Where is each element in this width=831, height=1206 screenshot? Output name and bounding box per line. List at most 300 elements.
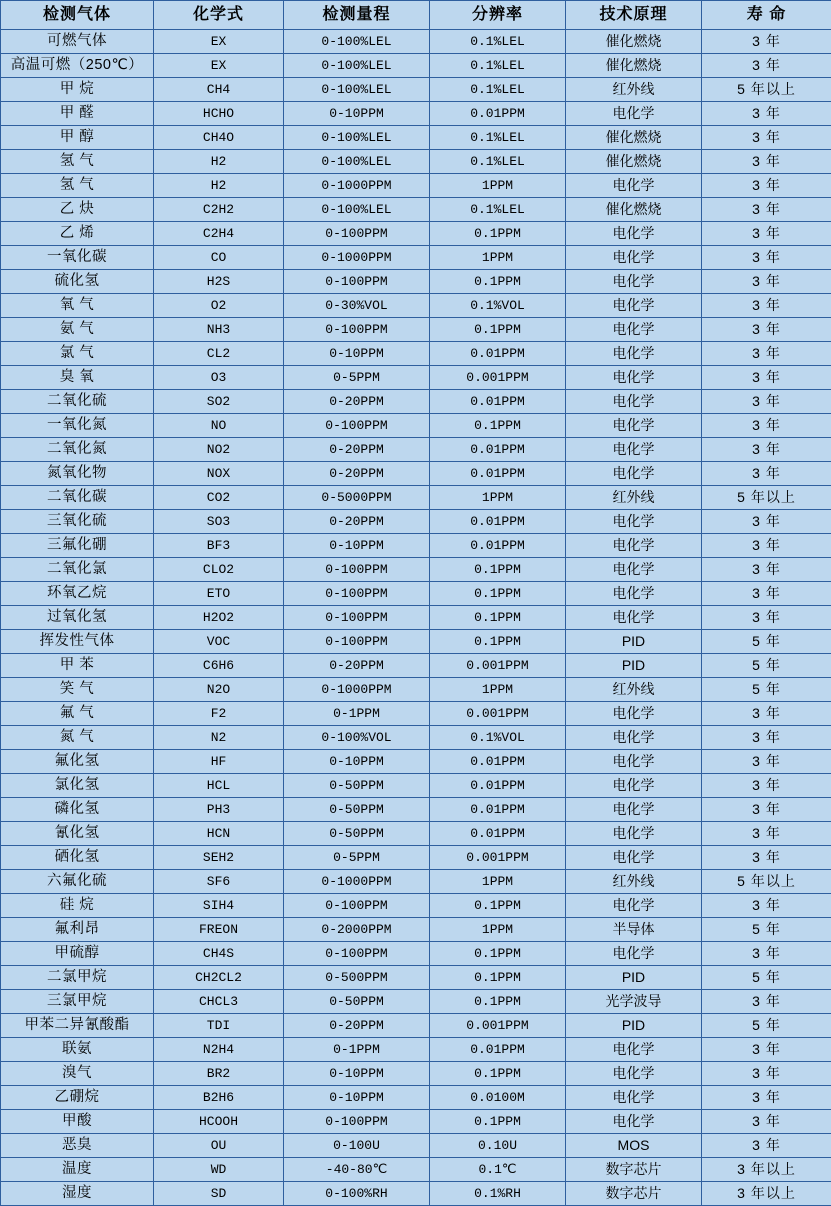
cell-technology: 电化学 [566, 318, 702, 342]
cell-resolution: 0.1PPM [430, 966, 566, 990]
cell-chemical-formula: WD [154, 1158, 284, 1182]
cell-lifetime: 5 年 [702, 678, 831, 702]
cell-resolution: 0.1PPM [430, 942, 566, 966]
cell-detection-range: 0-10PPM [284, 1086, 430, 1110]
cell-detection-range: 0-2000PPM [284, 918, 430, 942]
cell-gas-name: 二氧化碳 [1, 486, 154, 510]
cell-lifetime: 3 年 [702, 438, 831, 462]
cell-detection-range: 0-50PPM [284, 798, 430, 822]
table-row [1, 30, 831, 54]
cell-detection-range: 0-100PPM [284, 1110, 430, 1134]
cell-resolution: 0.01PPM [430, 102, 566, 126]
cell-lifetime: 3 年 [702, 1134, 831, 1158]
cell-lifetime: 3 年 [702, 366, 831, 390]
table-row [1, 486, 831, 510]
cell-technology: 催化燃烧 [566, 30, 702, 54]
cell-resolution: 0.01PPM [430, 462, 566, 486]
table-row [1, 414, 831, 438]
cell-detection-range: 0-50PPM [284, 822, 430, 846]
cell-technology: 红外线 [566, 486, 702, 510]
cell-detection-range: 0-10PPM [284, 102, 430, 126]
cell-detection-range: 0-100PPM [284, 558, 430, 582]
cell-resolution: 0.1PPM [430, 270, 566, 294]
cell-gas-name: 硅 烷 [1, 894, 154, 918]
cell-gas-name: 甲 苯 [1, 654, 154, 678]
cell-detection-range: -40-80℃ [284, 1158, 430, 1182]
table-row [1, 150, 831, 174]
cell-gas-name: 氟利昂 [1, 918, 154, 942]
cell-resolution: 0.1%VOL [430, 726, 566, 750]
cell-detection-range: 0-100%RH [284, 1182, 430, 1206]
cell-chemical-formula: SD [154, 1182, 284, 1206]
cell-lifetime: 3 年 [702, 726, 831, 750]
cell-resolution: 0.1%LEL [430, 198, 566, 222]
cell-chemical-formula: HCOOH [154, 1110, 284, 1134]
cell-chemical-formula: BF3 [154, 534, 284, 558]
cell-lifetime: 3 年 [702, 174, 831, 198]
table-row [1, 1158, 831, 1182]
cell-resolution: 0.001PPM [430, 1014, 566, 1038]
cell-gas-name: 甲 醛 [1, 102, 154, 126]
cell-chemical-formula: HCN [154, 822, 284, 846]
cell-chemical-formula: C2H4 [154, 222, 284, 246]
cell-chemical-formula: H2 [154, 150, 284, 174]
table-row [1, 78, 831, 102]
cell-chemical-formula: N2O [154, 678, 284, 702]
cell-detection-range: 0-20PPM [284, 438, 430, 462]
cell-chemical-formula: C2H2 [154, 198, 284, 222]
cell-resolution: 0.1%LEL [430, 30, 566, 54]
cell-gas-name: 甲 烷 [1, 78, 154, 102]
cell-detection-range: 0-10PPM [284, 750, 430, 774]
cell-gas-name: 甲苯二异氰酸酯 [1, 1014, 154, 1038]
cell-detection-range: 0-100%LEL [284, 78, 430, 102]
cell-technology: 电化学 [566, 510, 702, 534]
cell-chemical-formula: H2O2 [154, 606, 284, 630]
cell-gas-name: 二氧化硫 [1, 390, 154, 414]
cell-chemical-formula: N2H4 [154, 1038, 284, 1062]
cell-detection-range: 0-100PPM [284, 582, 430, 606]
cell-resolution: 0.1PPM [430, 414, 566, 438]
cell-chemical-formula: CL2 [154, 342, 284, 366]
table-body [1, 30, 831, 1206]
cell-chemical-formula: CH4 [154, 78, 284, 102]
cell-lifetime: 3 年 [702, 246, 831, 270]
table-row [1, 606, 831, 630]
cell-gas-name: 挥发性气体 [1, 630, 154, 654]
cell-lifetime: 5 年以上 [702, 486, 831, 510]
cell-lifetime: 3 年以上 [702, 1182, 831, 1206]
cell-gas-name: 氯 气 [1, 342, 154, 366]
table-row [1, 342, 831, 366]
cell-chemical-formula: CO2 [154, 486, 284, 510]
cell-technology: 半导体 [566, 918, 702, 942]
column-header-gas-name: 检测气体 [1, 1, 154, 30]
cell-detection-range: 0-1000PPM [284, 678, 430, 702]
cell-resolution: 0.1%LEL [430, 126, 566, 150]
cell-detection-range: 0-1000PPM [284, 870, 430, 894]
table-row [1, 318, 831, 342]
cell-lifetime: 3 年 [702, 390, 831, 414]
table-row [1, 750, 831, 774]
cell-lifetime: 3 年 [702, 702, 831, 726]
cell-lifetime: 3 年 [702, 414, 831, 438]
cell-lifetime: 3 年 [702, 750, 831, 774]
cell-technology: 电化学 [566, 222, 702, 246]
cell-lifetime: 3 年 [702, 30, 831, 54]
table-row [1, 1062, 831, 1086]
cell-technology: 电化学 [566, 246, 702, 270]
table-row [1, 798, 831, 822]
cell-chemical-formula: NO [154, 414, 284, 438]
cell-technology: 电化学 [566, 270, 702, 294]
cell-chemical-formula: O3 [154, 366, 284, 390]
cell-detection-range: 0-20PPM [284, 654, 430, 678]
table-row [1, 222, 831, 246]
cell-lifetime: 3 年 [702, 942, 831, 966]
table-row [1, 102, 831, 126]
cell-resolution: 0.1PPM [430, 630, 566, 654]
cell-lifetime: 5 年 [702, 966, 831, 990]
cell-chemical-formula: EX [154, 54, 284, 78]
cell-technology: PID [566, 654, 702, 678]
cell-gas-name: 二氧化氮 [1, 438, 154, 462]
table-row [1, 822, 831, 846]
cell-gas-name: 磷化氢 [1, 798, 154, 822]
table-row [1, 726, 831, 750]
cell-chemical-formula: CH4S [154, 942, 284, 966]
table-row [1, 966, 831, 990]
cell-detection-range: 0-10PPM [284, 1062, 430, 1086]
table-row [1, 54, 831, 78]
cell-lifetime: 3 年 [702, 534, 831, 558]
cell-resolution: 1PPM [430, 678, 566, 702]
cell-chemical-formula: PH3 [154, 798, 284, 822]
cell-lifetime: 3 年以上 [702, 1158, 831, 1182]
table-header-row [1, 1, 831, 30]
cell-resolution: 0.01PPM [430, 798, 566, 822]
cell-chemical-formula: NOX [154, 462, 284, 486]
cell-lifetime: 3 年 [702, 1086, 831, 1110]
cell-chemical-formula: SEH2 [154, 846, 284, 870]
cell-chemical-formula: H2 [154, 174, 284, 198]
cell-gas-name: 二氧化氯 [1, 558, 154, 582]
cell-resolution: 0.01PPM [430, 342, 566, 366]
cell-chemical-formula: OU [154, 1134, 284, 1158]
table-row [1, 294, 831, 318]
cell-gas-name: 笑 气 [1, 678, 154, 702]
cell-lifetime: 5 年 [702, 630, 831, 654]
cell-technology: 电化学 [566, 342, 702, 366]
cell-lifetime: 3 年 [702, 126, 831, 150]
cell-technology: 电化学 [566, 390, 702, 414]
cell-resolution: 0.001PPM [430, 366, 566, 390]
cell-resolution: 0.1℃ [430, 1158, 566, 1182]
cell-technology: 电化学 [566, 558, 702, 582]
cell-gas-name: 氟化氢 [1, 750, 154, 774]
cell-lifetime: 3 年 [702, 462, 831, 486]
cell-detection-range: 0-1PPM [284, 702, 430, 726]
cell-technology: 电化学 [566, 582, 702, 606]
cell-chemical-formula: VOC [154, 630, 284, 654]
table-row [1, 1038, 831, 1062]
cell-lifetime: 3 年 [702, 558, 831, 582]
cell-technology: 红外线 [566, 78, 702, 102]
cell-technology: 电化学 [566, 1038, 702, 1062]
cell-lifetime: 3 年 [702, 822, 831, 846]
cell-detection-range: 0-100%LEL [284, 150, 430, 174]
table-row [1, 774, 831, 798]
cell-technology: 催化燃烧 [566, 198, 702, 222]
cell-gas-name: 甲硫醇 [1, 942, 154, 966]
cell-chemical-formula: F2 [154, 702, 284, 726]
cell-chemical-formula: TDI [154, 1014, 284, 1038]
table-row [1, 390, 831, 414]
cell-gas-name: 甲 醇 [1, 126, 154, 150]
cell-gas-name: 氯化氢 [1, 774, 154, 798]
cell-technology: 电化学 [566, 534, 702, 558]
cell-lifetime: 5 年 [702, 1014, 831, 1038]
table-row [1, 438, 831, 462]
table-row [1, 846, 831, 870]
cell-technology: 电化学 [566, 798, 702, 822]
cell-technology: 电化学 [566, 942, 702, 966]
cell-lifetime: 3 年 [702, 846, 831, 870]
table-row [1, 702, 831, 726]
cell-resolution: 0.1PPM [430, 990, 566, 1014]
cell-technology: 数字芯片 [566, 1182, 702, 1206]
cell-gas-name: 一氧化碳 [1, 246, 154, 270]
cell-gas-name: 联氨 [1, 1038, 154, 1062]
cell-chemical-formula: CHCL3 [154, 990, 284, 1014]
cell-lifetime: 3 年 [702, 894, 831, 918]
cell-lifetime: 3 年 [702, 582, 831, 606]
cell-lifetime: 5 年以上 [702, 78, 831, 102]
cell-gas-name: 溴气 [1, 1062, 154, 1086]
cell-lifetime: 3 年 [702, 198, 831, 222]
cell-resolution: 0.01PPM [430, 510, 566, 534]
table-row [1, 990, 831, 1014]
cell-resolution: 0.0100M [430, 1086, 566, 1110]
cell-detection-range: 0-100%LEL [284, 30, 430, 54]
cell-technology: 电化学 [566, 462, 702, 486]
cell-lifetime: 3 年 [702, 1062, 831, 1086]
cell-gas-name: 六氟化硫 [1, 870, 154, 894]
cell-detection-range: 0-5PPM [284, 366, 430, 390]
cell-resolution: 0.01PPM [430, 750, 566, 774]
table-row [1, 366, 831, 390]
cell-resolution: 0.001PPM [430, 846, 566, 870]
cell-detection-range: 0-100PPM [284, 942, 430, 966]
cell-detection-range: 0-50PPM [284, 774, 430, 798]
cell-resolution: 0.01PPM [430, 822, 566, 846]
cell-lifetime: 3 年 [702, 294, 831, 318]
cell-chemical-formula: SO2 [154, 390, 284, 414]
cell-lifetime: 3 年 [702, 222, 831, 246]
cell-lifetime: 3 年 [702, 798, 831, 822]
cell-resolution: 0.001PPM [430, 702, 566, 726]
table-row [1, 1014, 831, 1038]
cell-resolution: 0.1%LEL [430, 150, 566, 174]
cell-resolution: 0.01PPM [430, 438, 566, 462]
cell-technology: 电化学 [566, 174, 702, 198]
table-row [1, 1110, 831, 1134]
cell-lifetime: 3 年 [702, 510, 831, 534]
cell-technology: MOS [566, 1134, 702, 1158]
cell-lifetime: 3 年 [702, 318, 831, 342]
cell-detection-range: 0-100PPM [284, 222, 430, 246]
cell-detection-range: 0-100PPM [284, 270, 430, 294]
cell-lifetime: 3 年 [702, 150, 831, 174]
cell-technology: 催化燃烧 [566, 54, 702, 78]
cell-gas-name: 三氯甲烷 [1, 990, 154, 1014]
cell-detection-range: 0-20PPM [284, 390, 430, 414]
table-row [1, 270, 831, 294]
cell-lifetime: 3 年 [702, 1038, 831, 1062]
cell-lifetime: 5 年 [702, 654, 831, 678]
cell-gas-name: 温度 [1, 1158, 154, 1182]
cell-gas-name: 氮氧化物 [1, 462, 154, 486]
cell-lifetime: 3 年 [702, 774, 831, 798]
cell-resolution: 1PPM [430, 486, 566, 510]
cell-chemical-formula: HCL [154, 774, 284, 798]
cell-lifetime: 3 年 [702, 270, 831, 294]
cell-detection-range: 0-100%LEL [284, 126, 430, 150]
cell-resolution: 0.1PPM [430, 582, 566, 606]
cell-detection-range: 0-20PPM [284, 1014, 430, 1038]
cell-lifetime: 3 年 [702, 990, 831, 1014]
cell-chemical-formula: EX [154, 30, 284, 54]
cell-lifetime: 3 年 [702, 54, 831, 78]
cell-gas-name: 氟 气 [1, 702, 154, 726]
cell-chemical-formula: NH3 [154, 318, 284, 342]
cell-detection-range: 0-50PPM [284, 990, 430, 1014]
cell-resolution: 0.1%RH [430, 1182, 566, 1206]
cell-gas-name: 氨 气 [1, 318, 154, 342]
table-row [1, 126, 831, 150]
cell-lifetime: 3 年 [702, 102, 831, 126]
cell-detection-range: 0-100PPM [284, 606, 430, 630]
cell-resolution: 1PPM [430, 246, 566, 270]
cell-technology: 电化学 [566, 774, 702, 798]
cell-chemical-formula: CH4O [154, 126, 284, 150]
cell-gas-name: 乙 炔 [1, 198, 154, 222]
cell-chemical-formula: B2H6 [154, 1086, 284, 1110]
cell-gas-name: 氮 气 [1, 726, 154, 750]
cell-resolution: 0.01PPM [430, 1038, 566, 1062]
table-row [1, 534, 831, 558]
cell-detection-range: 0-30%VOL [284, 294, 430, 318]
cell-detection-range: 0-20PPM [284, 510, 430, 534]
cell-chemical-formula: FREON [154, 918, 284, 942]
cell-gas-name: 氰化氢 [1, 822, 154, 846]
cell-technology: 电化学 [566, 822, 702, 846]
cell-chemical-formula: ETO [154, 582, 284, 606]
cell-technology: 光学波导 [566, 990, 702, 1014]
cell-resolution: 0.1PPM [430, 318, 566, 342]
cell-technology: 电化学 [566, 846, 702, 870]
cell-chemical-formula: HF [154, 750, 284, 774]
table-row [1, 942, 831, 966]
cell-detection-range: 0-100PPM [284, 414, 430, 438]
cell-technology: 电化学 [566, 1062, 702, 1086]
cell-chemical-formula: CLO2 [154, 558, 284, 582]
cell-lifetime: 3 年 [702, 342, 831, 366]
cell-gas-name: 一氧化氮 [1, 414, 154, 438]
column-header-chemical-formula: 化学式 [154, 1, 284, 30]
cell-resolution: 0.10U [430, 1134, 566, 1158]
column-header-detection-range: 检测量程 [284, 1, 430, 30]
cell-detection-range: 0-10PPM [284, 342, 430, 366]
cell-technology: 电化学 [566, 366, 702, 390]
table-row [1, 246, 831, 270]
cell-detection-range: 0-100%LEL [284, 198, 430, 222]
cell-detection-range: 0-100PPM [284, 894, 430, 918]
cell-technology: 电化学 [566, 294, 702, 318]
table-row [1, 198, 831, 222]
cell-resolution: 1PPM [430, 918, 566, 942]
cell-technology: 催化燃烧 [566, 126, 702, 150]
cell-technology: 电化学 [566, 702, 702, 726]
cell-detection-range: 0-100U [284, 1134, 430, 1158]
cell-gas-name: 三氟化硼 [1, 534, 154, 558]
cell-detection-range: 0-5000PPM [284, 486, 430, 510]
cell-gas-name: 环氧乙烷 [1, 582, 154, 606]
cell-detection-range: 0-10PPM [284, 534, 430, 558]
cell-resolution: 0.1PPM [430, 894, 566, 918]
table-row [1, 894, 831, 918]
cell-technology: 催化燃烧 [566, 150, 702, 174]
cell-chemical-formula: NO2 [154, 438, 284, 462]
cell-technology: 数字芯片 [566, 1158, 702, 1182]
cell-technology: 电化学 [566, 1110, 702, 1134]
cell-chemical-formula: SIH4 [154, 894, 284, 918]
cell-detection-range: 0-1000PPM [284, 174, 430, 198]
cell-resolution: 0.001PPM [430, 654, 566, 678]
cell-gas-name: 氢 气 [1, 150, 154, 174]
cell-resolution: 0.01PPM [430, 390, 566, 414]
table-row [1, 558, 831, 582]
cell-chemical-formula: H2S [154, 270, 284, 294]
cell-chemical-formula: CO [154, 246, 284, 270]
cell-resolution: 0.1PPM [430, 558, 566, 582]
cell-gas-name: 高温可燃（250℃） [1, 54, 154, 78]
cell-gas-name: 臭 氧 [1, 366, 154, 390]
cell-technology: PID [566, 630, 702, 654]
cell-chemical-formula: SF6 [154, 870, 284, 894]
cell-gas-name: 硒化氢 [1, 846, 154, 870]
table-row [1, 462, 831, 486]
cell-gas-name: 三氧化硫 [1, 510, 154, 534]
cell-technology: 电化学 [566, 102, 702, 126]
column-header-technology: 技术原理 [566, 1, 702, 30]
cell-detection-range: 0-100%VOL [284, 726, 430, 750]
cell-detection-range: 0-20PPM [284, 462, 430, 486]
cell-detection-range: 0-100PPM [284, 318, 430, 342]
cell-technology: 电化学 [566, 750, 702, 774]
cell-lifetime: 5 年 [702, 918, 831, 942]
cell-chemical-formula: HCHO [154, 102, 284, 126]
cell-detection-range: 0-1PPM [284, 1038, 430, 1062]
cell-resolution: 0.1PPM [430, 1110, 566, 1134]
cell-chemical-formula: C6H6 [154, 654, 284, 678]
cell-technology: 电化学 [566, 606, 702, 630]
cell-lifetime: 3 年 [702, 606, 831, 630]
table-row [1, 870, 831, 894]
cell-detection-range: 0-1000PPM [284, 246, 430, 270]
cell-resolution: 0.1PPM [430, 222, 566, 246]
cell-resolution: 0.1%LEL [430, 78, 566, 102]
